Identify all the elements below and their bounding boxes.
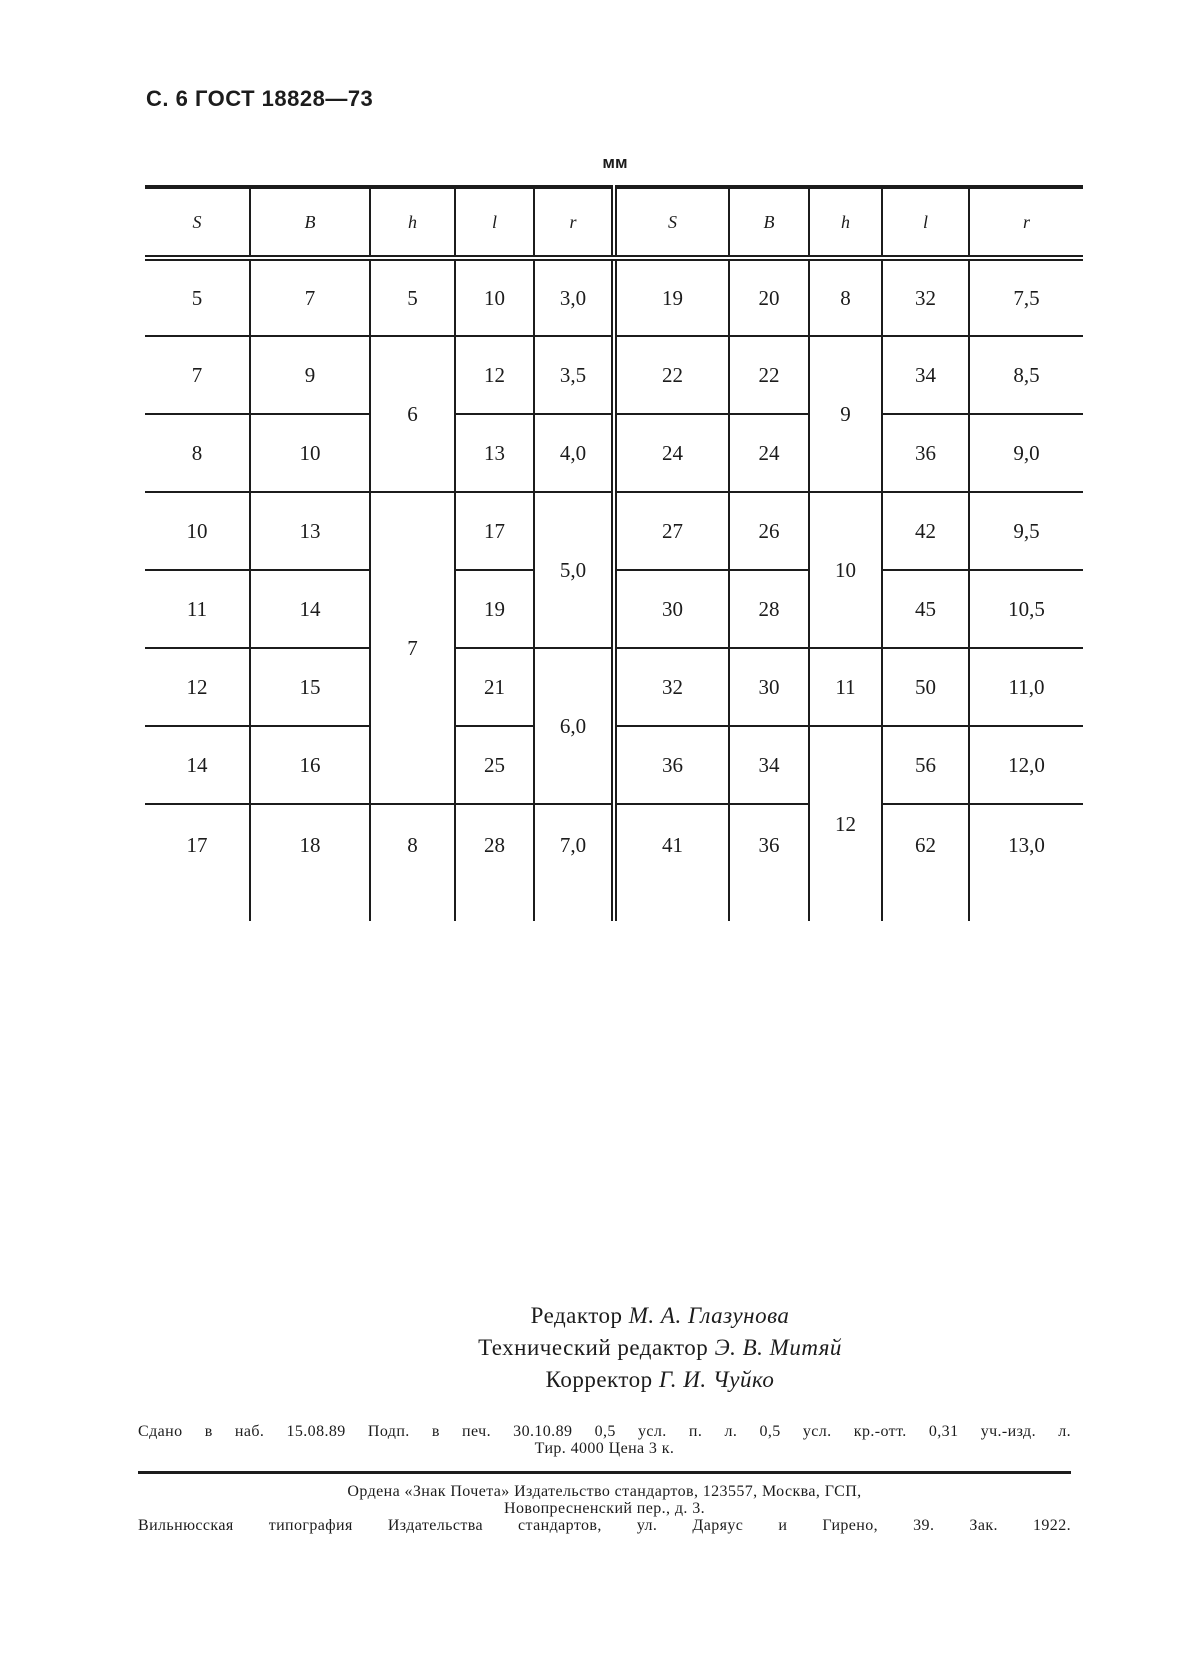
proofreader-line [300,1364,1020,1396]
printer-line: Вильнюсская типография Издательства стандартов, ул. Даряус и Гирено, 39. Зак. 1922. [138,1517,1071,1534]
table-cell: 36 [614,726,729,804]
table-cell: 8,5 [969,336,1083,414]
table-cell: 27 [614,492,729,570]
credits-block [300,1300,1020,1396]
column-header: r [534,187,614,258]
table-cell: 7 [145,336,250,414]
table-cell: 11,0 [969,648,1083,726]
table-cell: 11 [809,648,882,726]
table-cell: 6 [370,336,455,492]
table-cell: 12 [455,336,534,414]
column-header: r [969,187,1083,258]
imprint-divider [138,1471,1071,1474]
editor-label: Редактор [530,1303,623,1328]
table-cell: 10 [809,492,882,648]
table-row [145,804,1083,921]
table-row [145,648,1083,726]
table-row [145,336,1083,414]
column-header: S [614,187,729,258]
table-cell: 24 [729,414,809,492]
publisher-line: Ордена «Знак Почета» Издательство стандартов, 123557, Москва, ГСП, [347,1483,862,1500]
table-cell: 10 [250,414,370,492]
unit-label: мм [602,153,628,172]
table-cell: 11 [145,570,250,648]
table-cell: 30 [614,570,729,648]
table-cell: 36 [882,414,969,492]
table-cell: 4,0 [534,414,614,492]
table-cell: 19 [614,258,729,336]
table-cell: 12,0 [969,726,1083,804]
column-header: B [729,187,809,258]
table-cell: 18 [250,804,370,921]
table-cell: 20 [729,258,809,336]
column-header: l [455,187,534,258]
table-cell: 28 [729,570,809,648]
table-row [145,258,1083,336]
proofreader-label: Корректор [545,1367,653,1392]
table-row [145,414,1083,492]
table-cell: 5 [145,258,250,336]
table-cell: 16 [250,726,370,804]
table-cell: 9 [809,336,882,492]
table-row [145,570,1083,648]
table-header-row [145,187,1083,258]
table-cell: 32 [882,258,969,336]
editor-name: М. А. Глазунова [628,1303,790,1328]
table-cell: 42 [882,492,969,570]
table-cell: 36 [729,804,809,921]
table-cell: 17 [455,492,534,570]
table-cell: 21 [455,648,534,726]
table-cell: 22 [614,336,729,414]
table-cell: 17 [186,833,208,857]
table-cell: 15 [250,648,370,726]
table-cell: 62 [882,804,969,921]
table-cell: 7,0 [534,804,614,921]
proofreader-name: Г. И. Чуйко [658,1367,775,1392]
column-header: l [882,187,969,258]
column-header: S [145,187,250,258]
editor-line [300,1300,1020,1332]
table-cell: 9,5 [969,492,1083,570]
page-header: С. 6 ГОСТ 18828—73 [146,86,374,111]
table-cell: 56 [882,726,969,804]
table-cell: 14 [145,726,250,804]
table-cell: 50 [882,648,969,726]
publisher-address: Новопресненский пер., д. 3. [504,1500,705,1517]
table-cell: 26 [729,492,809,570]
table-cell: 10 [455,258,534,336]
column-header: B [250,187,370,258]
table-cell: 12 [809,726,882,921]
table-cell: 8 [145,414,250,492]
tech-editor-line [300,1332,1020,1364]
table-cell: 34 [729,726,809,804]
table-cell: 28 [455,804,534,921]
table-cell: 6,0 [534,648,614,804]
table-cell: 5 [370,258,455,336]
table-cell: 13 [250,492,370,570]
table-cell: 45 [882,570,969,648]
table-cell: 9,0 [969,414,1083,492]
table-cell: 25 [455,726,534,804]
table-cell: 3,0 [534,258,614,336]
table-cell: 13,0 [969,804,1083,921]
table-cell: 7 [250,258,370,336]
table-cell: 14 [250,570,370,648]
table-cell: 8 [809,258,882,336]
table-cell: 13 [455,414,534,492]
table-cell: 5,0 [534,492,614,648]
table-cell: 30 [729,648,809,726]
circulation-info: Тир. 4000 Цена 3 к. [534,1440,675,1457]
table-cell: 7 [370,492,455,804]
tech-editor-label: Технический редактор [478,1335,709,1360]
table-cell: 10,5 [969,570,1083,648]
table-cell: 24 [614,414,729,492]
table-cell: 32 [614,648,729,726]
column-header: h [809,187,882,258]
print-info: Сдано в наб. 15.08.89 Подп. в печ. 30.10.89 0,5 усл. п. л. 0,5 усл. кр.-отт. 0,31 уч.-изд. л. [138,1423,1071,1440]
table-cell: 34 [882,336,969,414]
table-cell: 8 [370,804,455,921]
table-cell: 19 [455,570,534,648]
table-cell: 3,5 [534,336,614,414]
table-cell: 41 [614,804,729,921]
table-cell: 10 [145,492,250,570]
table-cell: 9 [250,336,370,414]
dimensions-table [145,185,1083,921]
table-row [145,492,1083,570]
table-row [145,726,1083,804]
table-cell: 22 [729,336,809,414]
column-header: h [370,187,455,258]
table-cell: 12 [145,648,250,726]
tech-editor-name: Э. В. Митяй [714,1335,842,1360]
table-cell: 7,5 [969,258,1083,336]
imprint-block [138,1423,1071,1534]
